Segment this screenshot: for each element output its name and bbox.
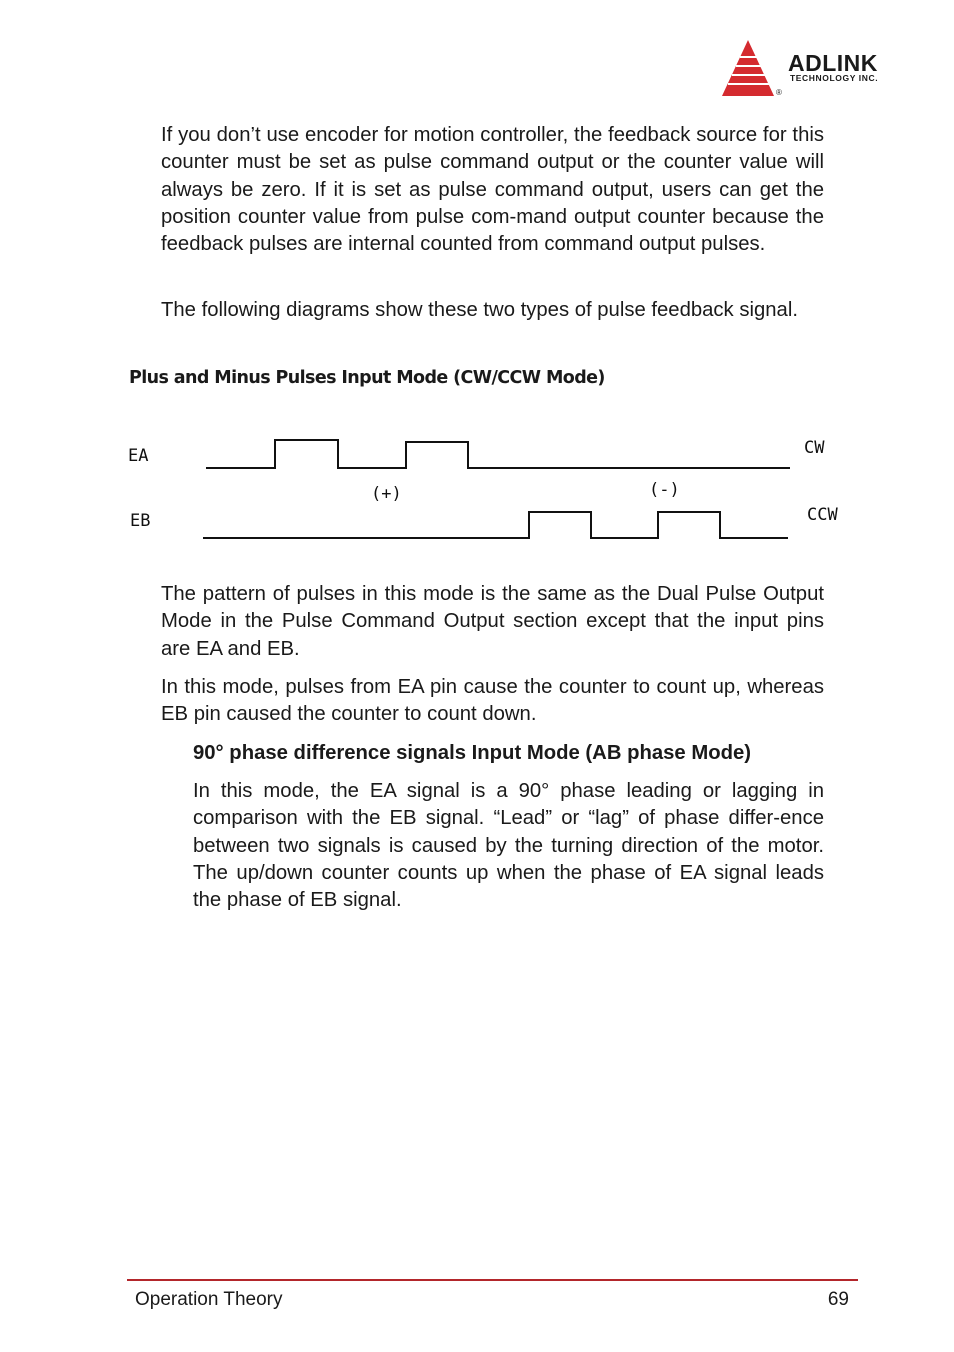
label-minus: (-): [649, 480, 680, 500]
cw-ccw-timing-diagram: [120, 425, 860, 555]
paragraph-pattern: The pattern of pulses in this mode is the same as the Dual Pulse Output Mode in the Pulse Command Output section except that the input pins are EA and EB.: [161, 583, 824, 660]
adlink-logo: [722, 38, 912, 100]
ea-waveform: [206, 440, 790, 468]
label-cw: CW: [804, 438, 825, 458]
label-plus: (+): [371, 484, 402, 504]
paragraph-ab-phase: In this mode, the EA signal is a 90° phase leading or lagging in comparison with the EB signal. “Lead” or “lag” of phase differ-ence between two signals is caused by the turning direction of the motor. The up/down counter counts up when the phase of EA signal leads the phase of EB signal.: [193, 780, 824, 912]
footer-rule: [127, 1279, 858, 1281]
logo-wordmark: ADLINK: [788, 50, 878, 76]
signal-label-eb: EB: [130, 511, 151, 531]
eb-waveform: [203, 512, 788, 538]
diagram-title: Plus and Minus Pulses Input Mode (CW/CCW Mode): [129, 368, 605, 388]
paragraph-diagram-intro: The following diagrams show these two types of pulse feedback signal.: [161, 299, 798, 321]
paragraph-count-direction: In this mode, pulses from EA pin cause the counter to count up, whereas EB pin caused the counter to count down.: [161, 676, 824, 726]
footer-page-number: 69: [827, 1289, 849, 1310]
adlink-triangle-icon: [722, 38, 782, 100]
paragraph-feedback-source: If you don’t use encoder for motion controller, the feedback source for this counter must be set as pulse command output or the counter value will always be zero. If it is set as pulse command output, users can get the position counter value from pulse com-mand output counter because the feedback pulses are internal counted from command output pulses.: [161, 124, 824, 256]
signal-label-ea: EA: [128, 446, 149, 466]
footer-section-title: Operation Theory: [135, 1289, 283, 1310]
section-subheading: 90° phase difference signals Input Mode (AB phase Mode): [193, 742, 752, 764]
label-ccw: CCW: [807, 505, 838, 525]
logo-registered-mark: ®: [776, 88, 782, 97]
logo-tagline: TECHNOLOGY INC.: [790, 73, 879, 83]
